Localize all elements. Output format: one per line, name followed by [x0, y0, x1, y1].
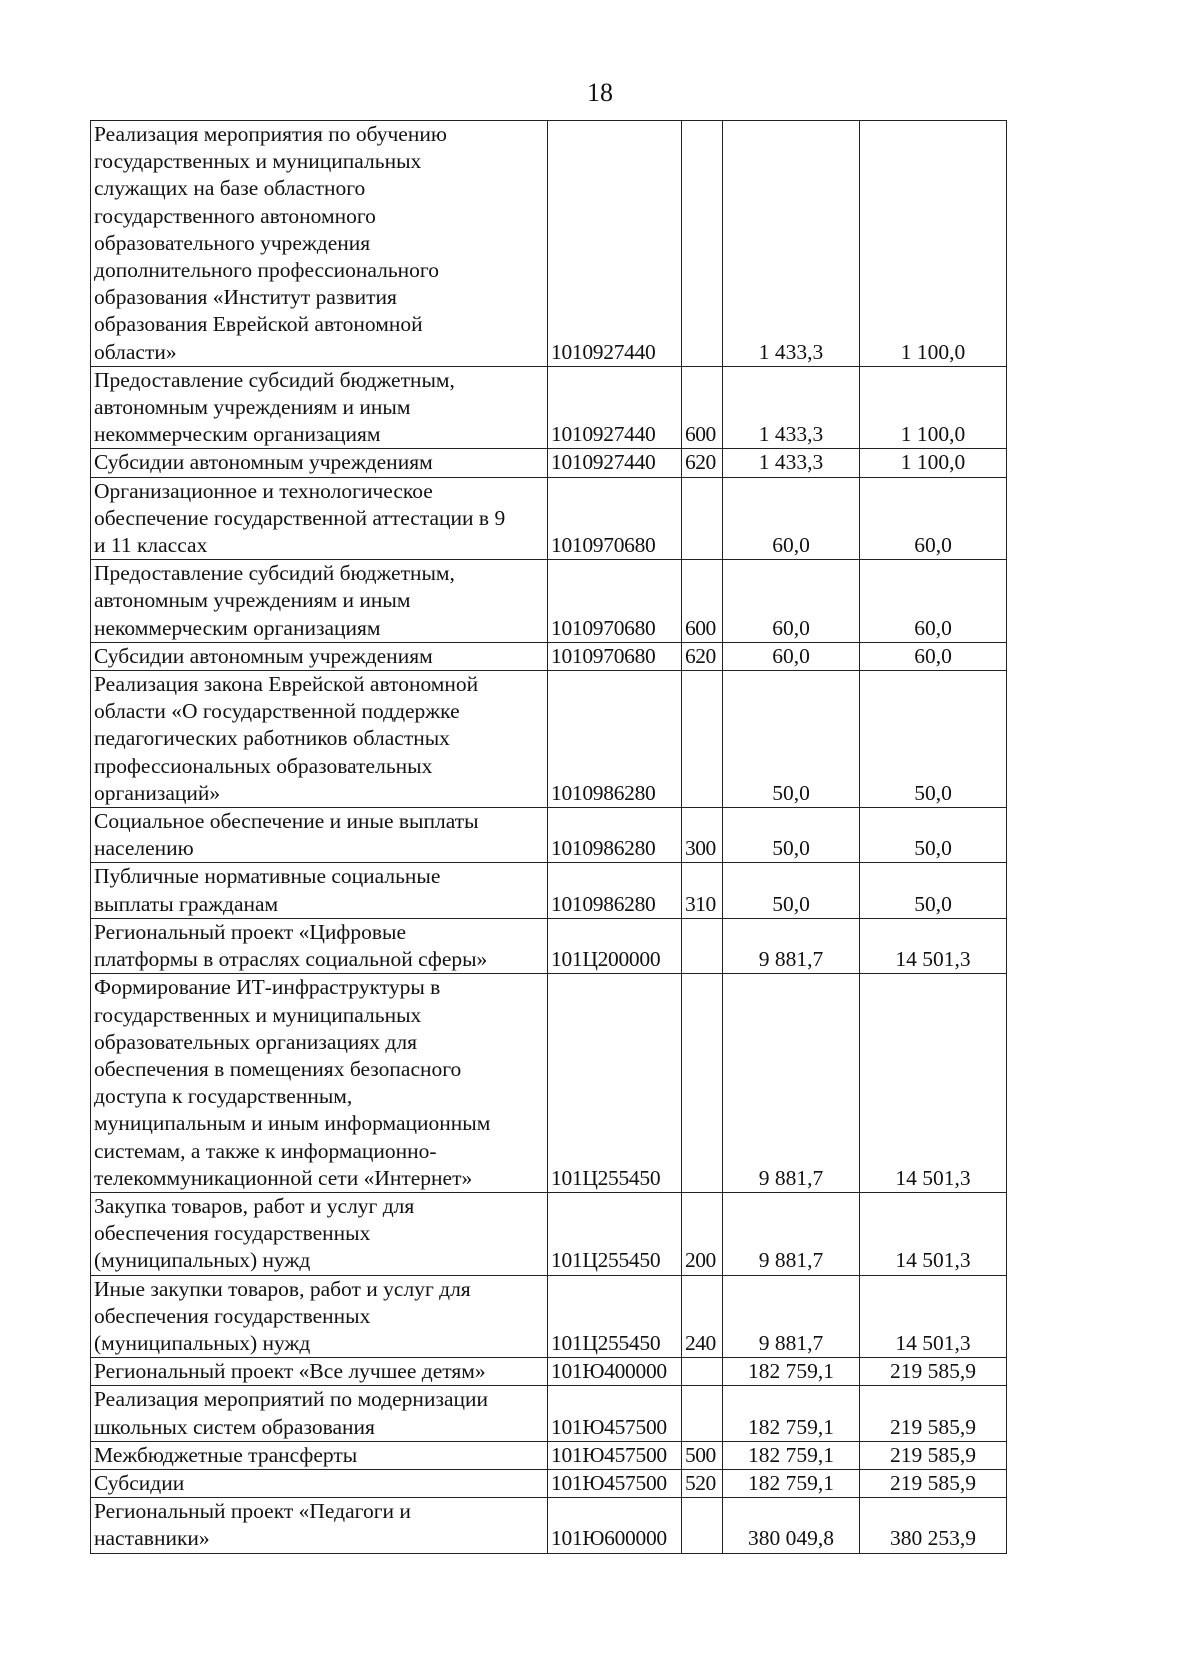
row-amount-year-1: 182 759,1	[723, 1358, 860, 1386]
row-description: Реализация закона Еврейской автономной области «О государственной поддержке педагогических работников областных профессиональных образовательных организаций»	[91, 671, 548, 808]
row-amount-year-1: 50,0	[723, 863, 860, 918]
row-amount-year-2: 1 100,0	[860, 366, 1007, 449]
row-expense-type: 500	[682, 1441, 723, 1469]
budget-table-body	[91, 121, 1007, 1554]
row-amount-year-1: 9 881,7	[723, 1192, 860, 1275]
row-amount-year-1: 9 881,7	[723, 1275, 860, 1358]
row-description: Социальное обеспечение и иные выплаты населению	[91, 808, 548, 863]
row-target-code: 1010986280	[548, 808, 682, 863]
row-amount-year-1: 50,0	[723, 808, 860, 863]
row-amount-year-1: 1 433,3	[723, 449, 860, 477]
row-amount-year-2: 14 501,3	[860, 1192, 1007, 1275]
row-description: Закупка товаров, работ и услуг для обеспечения государственных (муниципальных) нужд	[91, 1192, 548, 1275]
table-row	[91, 1441, 1007, 1469]
row-target-code: 101Ц255450	[548, 974, 682, 1193]
row-target-code: 101Ю600000	[548, 1498, 682, 1553]
row-target-code: 1010927440	[548, 449, 682, 477]
row-expense-type: 310	[682, 863, 723, 918]
row-amount-year-2: 60,0	[860, 642, 1007, 670]
row-amount-year-2: 1 100,0	[860, 449, 1007, 477]
table-row	[91, 863, 1007, 918]
row-amount-year-1: 50,0	[723, 671, 860, 808]
row-target-code: 101Ю457500	[548, 1441, 682, 1469]
row-expense-type	[682, 1498, 723, 1553]
row-target-code: 1010927440	[548, 366, 682, 449]
row-target-code: 101Ю400000	[548, 1358, 682, 1386]
table-row	[91, 1275, 1007, 1358]
row-target-code: 101Ю457500	[548, 1469, 682, 1497]
row-expense-type	[682, 974, 723, 1193]
row-amount-year-2: 14 501,3	[860, 918, 1007, 973]
row-description: Субсидии	[91, 1469, 548, 1497]
row-expense-type: 620	[682, 449, 723, 477]
table-row	[91, 1386, 1007, 1441]
row-expense-type: 200	[682, 1192, 723, 1275]
row-expense-type: 300	[682, 808, 723, 863]
row-amount-year-2: 219 585,9	[860, 1386, 1007, 1441]
row-target-code: 1010970680	[548, 560, 682, 643]
row-description: Формирование ИТ-инфраструктуры в государственных и муниципальных образовательных организациях для обеспечения в помещениях безопасного доступа к государственным, муниципальным и иным информационным системам, а также к информационно- телекоммуникационной сети «Интернет»	[91, 974, 548, 1193]
row-description: Региональный проект «Педагоги и наставники»	[91, 1498, 548, 1553]
row-amount-year-2: 219 585,9	[860, 1469, 1007, 1497]
row-amount-year-1: 9 881,7	[723, 974, 860, 1193]
table-row	[91, 642, 1007, 670]
row-amount-year-2: 219 585,9	[860, 1358, 1007, 1386]
row-amount-year-1: 1 433,3	[723, 366, 860, 449]
row-target-code: 101Ц255450	[548, 1192, 682, 1275]
row-description: Иные закупки товаров, работ и услуг для обеспечения государственных (муниципальных) нужд	[91, 1275, 548, 1358]
table-row	[91, 974, 1007, 1193]
row-expense-type: 600	[682, 560, 723, 643]
row-expense-type: 520	[682, 1469, 723, 1497]
row-amount-year-2: 219 585,9	[860, 1441, 1007, 1469]
row-expense-type: 240	[682, 1275, 723, 1358]
table-row	[91, 1192, 1007, 1275]
table-row	[91, 808, 1007, 863]
row-amount-year-1: 9 881,7	[723, 918, 860, 973]
table-row	[91, 366, 1007, 449]
row-amount-year-1: 182 759,1	[723, 1469, 860, 1497]
page-number: 18	[587, 78, 613, 107]
row-target-code: 101Ц200000	[548, 918, 682, 973]
row-amount-year-1: 1 433,3	[723, 121, 860, 367]
row-amount-year-2: 14 501,3	[860, 974, 1007, 1193]
row-description: Региональный проект «Все лучшее детям»	[91, 1358, 548, 1386]
row-target-code: 1010986280	[548, 671, 682, 808]
budget-table	[90, 120, 1007, 1554]
row-amount-year-1: 60,0	[723, 560, 860, 643]
row-expense-type	[682, 918, 723, 973]
row-amount-year-2: 50,0	[860, 808, 1007, 863]
row-amount-year-2: 50,0	[860, 671, 1007, 808]
row-expense-type: 620	[682, 642, 723, 670]
row-target-code: 1010970680	[548, 642, 682, 670]
row-target-code: 101Ю457500	[548, 1386, 682, 1441]
row-amount-year-2: 60,0	[860, 560, 1007, 643]
row-description: Реализация мероприятий по модернизации школьных систем образования	[91, 1386, 548, 1441]
row-amount-year-2: 50,0	[860, 863, 1007, 918]
row-amount-year-2: 60,0	[860, 477, 1007, 560]
row-amount-year-2: 14 501,3	[860, 1275, 1007, 1358]
row-description: Реализация мероприятия по обучению государственных и муниципальных служащих на базе областного государственного автономного образовательного учреждения дополнительного профессионального образования «Институт развития образования Еврейской автономной области»	[91, 121, 548, 367]
table-row	[91, 1358, 1007, 1386]
table-row	[91, 449, 1007, 477]
row-expense-type	[682, 1386, 723, 1441]
table-row	[91, 1498, 1007, 1553]
row-amount-year-1: 380 049,8	[723, 1498, 860, 1553]
row-description: Субсидии автономным учреждениям	[91, 449, 548, 477]
table-row	[91, 477, 1007, 560]
row-description: Публичные нормативные социальные выплаты гражданам	[91, 863, 548, 918]
row-description: Региональный проект «Цифровые платформы в отраслях социальной сферы»	[91, 918, 548, 973]
table-row	[91, 121, 1007, 367]
row-description: Субсидии автономным учреждениям	[91, 642, 548, 670]
row-expense-type	[682, 477, 723, 560]
row-description: Межбюджетные трансферты	[91, 1441, 548, 1469]
row-amount-year-1: 182 759,1	[723, 1441, 860, 1469]
row-expense-type	[682, 671, 723, 808]
row-amount-year-1: 182 759,1	[723, 1386, 860, 1441]
row-amount-year-1: 60,0	[723, 642, 860, 670]
table-row	[91, 1469, 1007, 1497]
row-description: Организационное и технологическое обеспечение государственной аттестации в 9 и 11 классах	[91, 477, 548, 560]
row-target-code: 1010970680	[548, 477, 682, 560]
table-row	[91, 918, 1007, 973]
table-row	[91, 560, 1007, 643]
row-amount-year-1: 60,0	[723, 477, 860, 560]
row-expense-type: 600	[682, 366, 723, 449]
row-target-code: 1010986280	[548, 863, 682, 918]
row-expense-type	[682, 1358, 723, 1386]
row-description: Предоставление субсидий бюджетным, автономным учреждениям и иным некоммерческим организациям	[91, 560, 548, 643]
row-description: Предоставление субсидий бюджетным, автономным учреждениям и иным некоммерческим организациям	[91, 366, 548, 449]
row-amount-year-2: 1 100,0	[860, 121, 1007, 367]
row-expense-type	[682, 121, 723, 367]
table-row	[91, 671, 1007, 808]
row-target-code: 1010927440	[548, 121, 682, 367]
row-target-code: 101Ц255450	[548, 1275, 682, 1358]
row-amount-year-2: 380 253,9	[860, 1498, 1007, 1553]
